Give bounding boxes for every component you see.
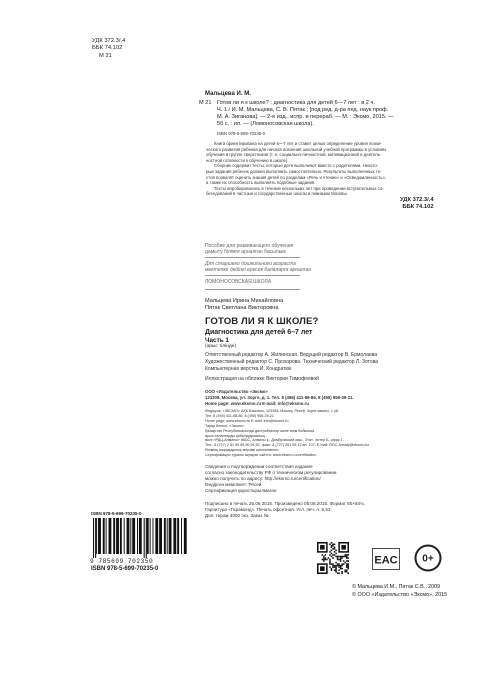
barcode-bar [146, 518, 147, 558]
qr-module [338, 556, 340, 558]
barcode-isbn-top: ISBN 978-5-699-70235-0 [91, 511, 142, 516]
distribution-line: Қазақстан Республикасында дистрибьютор және өнім бойынша [205, 428, 315, 433]
qr-module [347, 563, 349, 565]
qr-module [334, 551, 336, 553]
qr-module [325, 559, 327, 561]
qr-module [344, 556, 346, 558]
qr-module [335, 562, 337, 564]
qr-module [340, 560, 342, 562]
qr-module [341, 557, 343, 559]
qr-module [335, 566, 337, 568]
distribution-line: Өндіруші: «ЭКСМО» АҚБ Баспасы, 123308, Мәскеу, Ресей, Зорге көшесі, 1 үй. [205, 409, 339, 413]
qr-module [332, 544, 334, 546]
qr-module [346, 569, 348, 571]
qr-module [332, 563, 334, 565]
qr-module [337, 557, 339, 559]
qr-module [344, 562, 346, 564]
title-text: ГОТОВ ЛИ Я К ШКОЛЕ? [205, 316, 319, 327]
author-name: Мальцева Ирина Михайловна [205, 298, 284, 304]
qr-module [334, 547, 336, 549]
publication-type-ru: Пособие для развивающего обучения [205, 243, 294, 249]
barcode-bar [173, 518, 176, 554]
qr-module [346, 560, 348, 562]
record-line: Ч. 1 / И. М. Мальцева, С. В. Пятак ; [под ред. д-ра пед. наук проф. [217, 107, 389, 113]
udk-code: УДК 372.3/.4 [92, 38, 126, 44]
print-info-block [205, 501, 365, 519]
qr-module [340, 559, 342, 561]
record-isbn: ISBN 978-5-699-70235-0 [217, 131, 266, 136]
qr-module [340, 556, 342, 558]
distribution-line: өкілі «РДЦ-Алматы» ЖШС, Алматы қ., Домбровский көш., 3«а», литер Б, офис 1. [205, 438, 344, 443]
subtitle-text: Диагностика для детей 6–7 лет [205, 329, 313, 336]
qr-module [347, 568, 349, 570]
record-line: 56 с. : ил. — (Ломоносовская школа). [217, 121, 314, 127]
barcode-bar [106, 518, 107, 554]
qr-module [325, 557, 327, 559]
distribution-line: Сертификация туралы ақпарат сайтта: www.eksmo.ru/certification [205, 453, 317, 458]
distribution-line: Тел.: 8 (727) 2 51 59 89,90,91,92, факс: 8 (727) 251 58 12 вн. 107; E-mail: RDC-Almaty@eksmo.kz [205, 443, 370, 448]
abstract-line: Тесты апробировались в течение нескольких лет при проведении вступительных со- [214, 185, 384, 191]
barcode-bar [113, 518, 115, 554]
qr-module [341, 568, 343, 570]
qr-module [331, 568, 333, 570]
qr-module [347, 554, 349, 556]
age-rating-text: 0+ [422, 553, 434, 565]
editor-line: Ответственный редактор А. Жилинская. Ведущий редактор В. Ермолаева [205, 352, 378, 358]
divider [205, 289, 300, 290]
barcode-bar [137, 518, 138, 554]
abstract-line: обучения в группе сверстников (т. е. социально-личностной, мотивационной и деятель- [206, 152, 382, 158]
print-info-line: Подписано в печать 25.06.2015. Произведено 05.08.2015. Формат 60×84⅛. [205, 501, 366, 506]
qr-finder [320, 566, 325, 571]
part-text: Часть 1 [205, 337, 229, 344]
book-title [205, 316, 318, 349]
language-note: (орыс тілінде) [205, 344, 236, 349]
barcode-bar [109, 518, 112, 554]
qr-module [335, 565, 337, 567]
publisher-line: ООО «Издательство «Эксмо» [205, 389, 268, 394]
qr-module [326, 559, 328, 561]
qr-module [334, 554, 336, 556]
record-udk-right: УДК 372.3/.4 [400, 197, 434, 203]
qr-module [329, 544, 331, 546]
qr-module [329, 566, 331, 568]
record-author: Мальцева И. М. [205, 91, 251, 97]
barcode-bar [167, 518, 168, 554]
qr-module [338, 572, 340, 574]
qr-module [331, 550, 333, 552]
qr-module [322, 554, 324, 556]
eac-mark-text: EAC [374, 554, 398, 567]
publisher-line: Home page: www.eksmo.ru E-mail: info@eksmo.ru [205, 400, 309, 406]
qr-module [340, 565, 342, 567]
abstract-line: ностной готовности к обучению в школе). [206, 157, 289, 163]
qr-module [329, 551, 331, 553]
record-side-code: М 21 [199, 100, 212, 106]
qr-module [323, 559, 325, 561]
barcode-bar [144, 518, 145, 558]
qr-module [338, 563, 340, 565]
record-body [217, 100, 442, 128]
author-mark: М 21 [99, 52, 112, 59]
qr-module [337, 556, 339, 558]
barcode-isbn-bottom: ISBN 978-5-699-70235-0 [91, 566, 159, 572]
qr-module [325, 554, 327, 556]
qr-module [331, 553, 333, 555]
qr-module [323, 560, 325, 562]
barcode-bar [120, 518, 122, 554]
barcode-bar [150, 518, 151, 554]
distribution-line: Өнімнің жарамдылық мерзімі шектелмеген. [205, 448, 280, 453]
qr-module [331, 569, 333, 571]
qr-module [347, 557, 349, 559]
distribution-line: Тауар белгісі: «Эксмо» [205, 423, 244, 428]
barcode-bar [177, 518, 179, 554]
age-rating-icon [414, 544, 442, 572]
qr-module [338, 559, 340, 561]
barcode-bar [169, 518, 172, 554]
qr-module [337, 563, 339, 565]
abstract-line: Сборник содержит тесты, которые дети выполняют вместе с родителями. Некото- [214, 163, 379, 169]
abstract-line: ческого развития ребенка для начала освоения школьной учебной программы в условиях [206, 146, 387, 152]
distribution-line: Home page: www.eksmo.ru E-mail: info@eksmo.ru. [205, 418, 290, 423]
qr-module [331, 556, 333, 558]
barcode-bar [130, 518, 131, 554]
qr-module [347, 565, 349, 567]
qr-module [332, 554, 334, 556]
qr-module [341, 571, 343, 573]
record-line: Готов ли я к школе? : диагностика для детей 6—7 лет : в 2 ч. [217, 100, 375, 106]
qr-finder [320, 545, 325, 550]
series-name: ЛОМОНОСОВСКАЯ ШКОЛА [205, 279, 272, 285]
qr-module [338, 569, 340, 571]
qr-module [346, 565, 348, 567]
certification-line: можно получить по адресу: http://eksmo.ru/certification/ [205, 476, 321, 481]
barcode-bar [116, 518, 119, 554]
qr-module [331, 563, 333, 565]
record-classification [400, 197, 434, 211]
qr-module [337, 572, 339, 574]
qr-module [334, 569, 336, 571]
qr-module [335, 556, 337, 558]
publication-type [205, 243, 293, 256]
qr-module [329, 563, 331, 565]
qr-module [332, 545, 334, 547]
barcode-image [91, 518, 211, 558]
publication-type-kz: дамыту білімге арналған басылым [205, 249, 286, 256]
barcode-bar [132, 518, 135, 554]
barcode-bar [103, 518, 105, 554]
qr-module [335, 571, 337, 573]
qr-module [335, 568, 337, 570]
udk-block [92, 38, 125, 60]
qr-module [341, 563, 343, 565]
certification-line: Өндірген мемлекет: Ресей [205, 482, 262, 487]
qr-module [334, 566, 336, 568]
qr-module [332, 566, 334, 568]
barcode-bar [93, 518, 94, 558]
qr-module [332, 548, 334, 550]
age-group-kz: мектепке дейінгі ересек балаларға арналған [205, 267, 312, 274]
distribution-block [205, 409, 369, 458]
qr-module [343, 556, 345, 558]
abstract-line: беседований в частные и государственные школы и гимназии Москвы. [206, 191, 348, 197]
qr-module [331, 542, 333, 544]
qr-module [323, 557, 325, 559]
barcode-bar [155, 518, 158, 554]
qr-module [335, 550, 337, 552]
qr-module [347, 566, 349, 568]
authors [205, 298, 283, 312]
qr-module [335, 569, 337, 571]
qr-module [340, 568, 342, 570]
qr-module [332, 565, 334, 567]
record-abstract [206, 141, 444, 197]
qr-module [346, 554, 348, 556]
qr-module [334, 544, 336, 546]
barcode-bar [98, 518, 101, 554]
distribution-line: арыз-талаптарды қабылдаушының [205, 433, 265, 438]
qr-module [323, 556, 325, 558]
record-bbk-right: ББК 74.102 [402, 204, 434, 210]
copyright-line: © Мальцева И.М., Пятак С.В., 2009 [352, 584, 441, 590]
qr-module [340, 557, 342, 559]
qr-module [341, 572, 343, 574]
certification-line: Сведения о подтверждении соответствия издания [205, 464, 313, 469]
barcode-bar [181, 518, 182, 554]
certification-line: Сертификация қарастырылмаған [205, 488, 277, 493]
qr-module [343, 563, 345, 565]
copyright-block [352, 584, 447, 599]
qr-module [338, 565, 340, 567]
qr-module [328, 557, 330, 559]
barcode-bar [147, 518, 149, 554]
editor-line: Художественный редактор С. Прохорова. Технический редактор Л. Зотова [205, 358, 379, 365]
qr-module [344, 569, 346, 571]
copyright-line: © ООО «Издательство «Эксмо», 2015 [352, 591, 448, 598]
abstract-line: Книга ориентирована на детей 6—7 лет и ставит целью определение уровня психи- [214, 141, 382, 146]
qr-module [329, 562, 331, 564]
barcode-bar [95, 518, 96, 558]
qr-module [334, 548, 336, 550]
record-line: М. А. Зиганова]. — 2-е изд., испр. и перераб. — М. : Эксмо, 2015. — [217, 114, 394, 120]
illustration-credit: Иллюстрация на обложке Виктории Тимофеевой [205, 376, 319, 382]
eac-mark-icon [372, 548, 400, 570]
catalog-record [199, 91, 439, 98]
qr-module [347, 560, 349, 562]
editors-block [205, 352, 378, 372]
qr-module [341, 556, 343, 558]
qr-module [347, 572, 349, 574]
age-group-ru: Для старшего дошкольного возраста [205, 261, 296, 267]
qr-code [317, 542, 349, 574]
qr-module [337, 565, 339, 567]
qr-module [346, 571, 348, 573]
qr-module [331, 547, 333, 549]
qr-module [329, 560, 331, 562]
qr-module [329, 559, 331, 561]
certification-block [205, 464, 336, 494]
qr-module [337, 559, 339, 561]
qr-module [335, 553, 337, 555]
qr-finder [341, 545, 346, 550]
qr-module [338, 566, 340, 568]
abstract-line: а также их способность выполнять подобные задания. [206, 180, 316, 186]
qr-module [346, 557, 348, 559]
divider [205, 275, 300, 276]
qr-module [341, 565, 343, 567]
barcode-bar [184, 518, 187, 554]
barcode-bar [159, 518, 162, 554]
qr-module [334, 565, 336, 567]
print-info-line: Доп. тираж 4000 экз. Заказ № [205, 513, 269, 518]
author-name: Пятак Светлана Викторовна [205, 305, 279, 312]
barcode-bar [164, 518, 166, 554]
qr-module [329, 554, 331, 556]
qr-module [343, 560, 345, 562]
qr-module [346, 556, 348, 558]
barcode-digits: 9 785699 702350 [90, 558, 154, 565]
abstract-line: рые задания ребенок должен выполнить самостоятельно. Результаты выполненных те- [206, 168, 382, 174]
bbk-code: ББК 74.102 [92, 45, 123, 52]
barcode-bar [96, 518, 97, 554]
publisher-line: 123308, Москва, ул. Зорге, д. 1. Тел. 8 (495) 411-68-86, 8 (495) 956-39-21. [205, 394, 354, 400]
qr-module [331, 545, 333, 547]
print-info-line: Гарнитура «Гарамонд». Печать офсетная. Усл. печ. л. 6,53. [205, 507, 332, 512]
editor-line: Компьютерная верстка И. Кондратюк [205, 365, 292, 372]
qr-module [322, 559, 324, 561]
abstract-line: стов позволят оценить знания детей по разделам «Речь и чтение» и «Осведомленность», [206, 174, 387, 180]
divider [205, 257, 300, 258]
barcode-bar [127, 518, 130, 554]
distribution-line: Тел. 8 (495) 411-68-86, 8 (495) 956-39-21 [205, 413, 274, 418]
qr-module [344, 571, 346, 573]
qr-module [340, 566, 342, 568]
certification-line: согласно законодательству РФ о техническом регулировании [205, 470, 337, 475]
age-group [205, 261, 311, 274]
barcode-bar [124, 518, 125, 554]
qr-module [344, 554, 346, 556]
qr-module [332, 557, 334, 559]
qr-module [346, 566, 348, 568]
publisher-block [205, 389, 354, 406]
barcode-bar [153, 518, 154, 554]
barcode-bar [139, 518, 142, 554]
qr-module [346, 563, 348, 565]
